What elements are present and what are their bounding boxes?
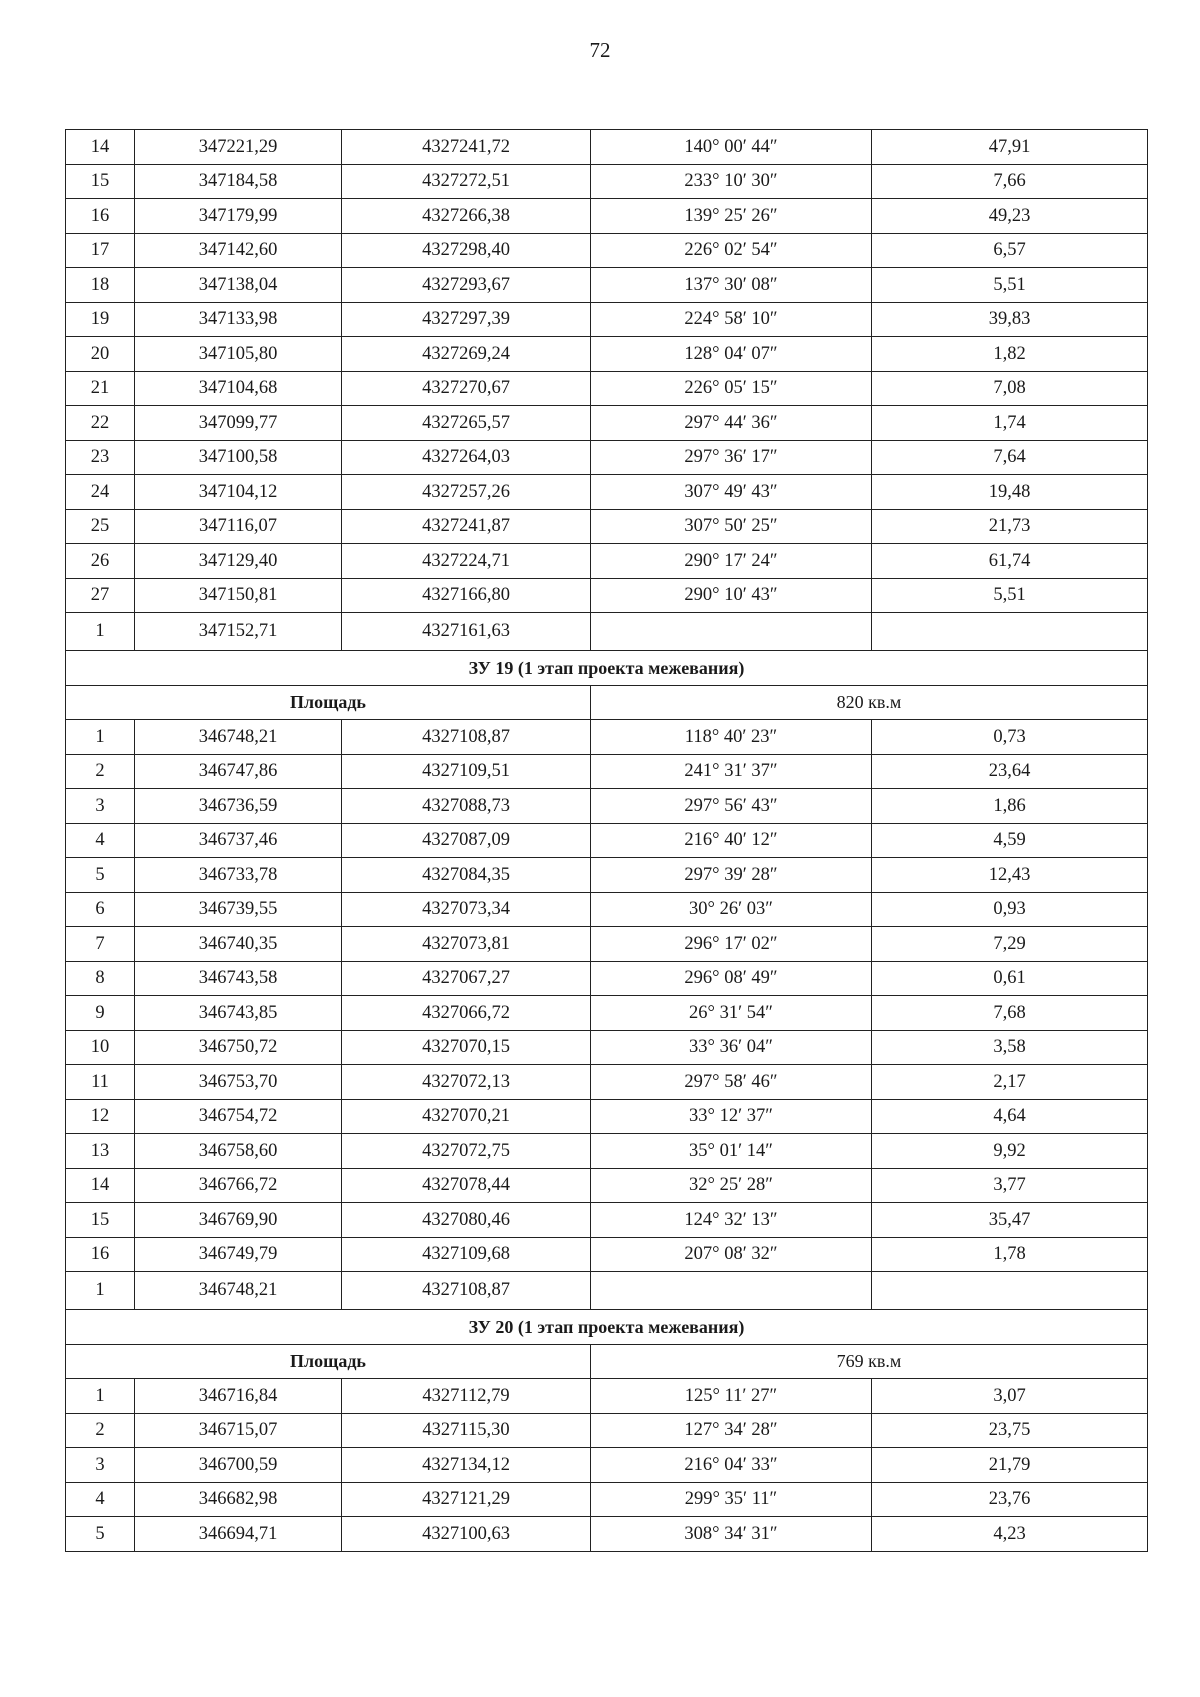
y-coordinate-cell: 4327293,67 xyxy=(342,268,591,303)
direction-angle-cell: 297° 56′ 43″ xyxy=(591,789,872,824)
y-coordinate-cell: 4327109,68 xyxy=(342,1237,591,1272)
table-row xyxy=(66,509,1148,544)
x-coordinate-cell: 347152,71 xyxy=(135,613,342,651)
distance-cell: 12,43 xyxy=(872,858,1148,893)
area-value: 820 кв.м xyxy=(591,685,1148,720)
section-header-row xyxy=(66,651,1148,686)
direction-angle-cell: 296° 17′ 02″ xyxy=(591,927,872,962)
direction-angle-cell: 296° 08′ 49″ xyxy=(591,961,872,996)
table-row xyxy=(66,1379,1148,1414)
x-coordinate-cell: 346736,59 xyxy=(135,789,342,824)
table-row xyxy=(66,440,1148,475)
y-coordinate-cell: 4327297,39 xyxy=(342,302,591,337)
distance-cell: 47,91 xyxy=(872,130,1148,165)
table-row xyxy=(66,475,1148,510)
distance-cell: 7,08 xyxy=(872,371,1148,406)
point-number-cell: 16 xyxy=(66,199,135,234)
y-coordinate-cell: 4327072,75 xyxy=(342,1134,591,1169)
table-row xyxy=(66,1448,1148,1483)
point-number-cell: 23 xyxy=(66,440,135,475)
y-coordinate-cell: 4327224,71 xyxy=(342,544,591,579)
direction-angle-cell: 140° 00′ 44″ xyxy=(591,130,872,165)
direction-angle-cell: 33° 36′ 04″ xyxy=(591,1030,872,1065)
direction-angle-cell: 125° 11′ 27″ xyxy=(591,1379,872,1414)
point-number-cell: 14 xyxy=(66,1168,135,1203)
area-label: Площадь xyxy=(66,685,591,720)
point-number-cell: 1 xyxy=(66,720,135,755)
y-coordinate-cell: 4327241,72 xyxy=(342,130,591,165)
x-coordinate-cell: 347138,04 xyxy=(135,268,342,303)
table-row xyxy=(66,1168,1148,1203)
y-coordinate-cell: 4327087,09 xyxy=(342,823,591,858)
x-coordinate-cell: 347099,77 xyxy=(135,406,342,441)
x-coordinate-cell: 346733,78 xyxy=(135,858,342,893)
point-number-cell: 1 xyxy=(66,1272,135,1310)
x-coordinate-cell: 347179,99 xyxy=(135,199,342,234)
distance-cell: 2,17 xyxy=(872,1065,1148,1100)
direction-angle-cell: 139° 25′ 26″ xyxy=(591,199,872,234)
point-number-cell: 25 xyxy=(66,509,135,544)
distance-cell: 9,92 xyxy=(872,1134,1148,1169)
direction-angle-cell: 299° 35′ 11″ xyxy=(591,1482,872,1517)
point-number-cell: 12 xyxy=(66,1099,135,1134)
y-coordinate-cell: 4327298,40 xyxy=(342,233,591,268)
x-coordinate-cell: 346758,60 xyxy=(135,1134,342,1169)
area-row xyxy=(66,1344,1148,1379)
point-number-cell: 21 xyxy=(66,371,135,406)
distance-cell: 21,79 xyxy=(872,1448,1148,1483)
y-coordinate-cell: 4327080,46 xyxy=(342,1203,591,1238)
distance-cell: 4,23 xyxy=(872,1517,1148,1552)
point-number-cell: 2 xyxy=(66,1413,135,1448)
point-number-cell: 4 xyxy=(66,1482,135,1517)
distance-cell: 1,82 xyxy=(872,337,1148,372)
point-number-cell: 6 xyxy=(66,892,135,927)
y-coordinate-cell: 4327121,29 xyxy=(342,1482,591,1517)
direction-angle-cell: 226° 02′ 54″ xyxy=(591,233,872,268)
distance-cell: 4,59 xyxy=(872,823,1148,858)
direction-angle-cell: 137° 30′ 08″ xyxy=(591,268,872,303)
table-row xyxy=(66,961,1148,996)
y-coordinate-cell: 4327115,30 xyxy=(342,1413,591,1448)
x-coordinate-cell: 346766,72 xyxy=(135,1168,342,1203)
distance-cell: 7,68 xyxy=(872,996,1148,1031)
x-coordinate-cell: 346743,85 xyxy=(135,996,342,1031)
area-label: Площадь xyxy=(66,1344,591,1379)
point-number-cell: 24 xyxy=(66,475,135,510)
point-number-cell: 11 xyxy=(66,1065,135,1100)
direction-angle-cell: 226° 05′ 15″ xyxy=(591,371,872,406)
distance-cell xyxy=(872,1272,1148,1310)
x-coordinate-cell: 347150,81 xyxy=(135,578,342,613)
direction-angle-cell: 290° 17′ 24″ xyxy=(591,544,872,579)
y-coordinate-cell: 4327109,51 xyxy=(342,754,591,789)
distance-cell: 0,73 xyxy=(872,720,1148,755)
y-coordinate-cell: 4327270,67 xyxy=(342,371,591,406)
x-coordinate-cell: 346715,07 xyxy=(135,1413,342,1448)
table-row xyxy=(66,996,1148,1031)
point-number-cell: 5 xyxy=(66,858,135,893)
table-row xyxy=(66,544,1148,579)
table-row xyxy=(66,754,1148,789)
y-coordinate-cell: 4327257,26 xyxy=(342,475,591,510)
table-row xyxy=(66,720,1148,755)
table-row xyxy=(66,130,1148,165)
x-coordinate-cell: 346754,72 xyxy=(135,1099,342,1134)
table-row xyxy=(66,1272,1148,1310)
x-coordinate-cell: 346748,21 xyxy=(135,1272,342,1310)
distance-cell: 6,57 xyxy=(872,233,1148,268)
y-coordinate-cell: 4327070,21 xyxy=(342,1099,591,1134)
distance-cell: 7,64 xyxy=(872,440,1148,475)
distance-cell: 0,93 xyxy=(872,892,1148,927)
point-number-cell: 3 xyxy=(66,1448,135,1483)
point-number-cell: 17 xyxy=(66,233,135,268)
x-coordinate-cell: 346737,46 xyxy=(135,823,342,858)
x-coordinate-cell: 346716,84 xyxy=(135,1379,342,1414)
point-number-cell: 16 xyxy=(66,1237,135,1272)
section-title: ЗУ 19 (1 этап проекта межевания) xyxy=(66,651,1148,686)
distance-cell xyxy=(872,613,1148,651)
y-coordinate-cell: 4327272,51 xyxy=(342,164,591,199)
table-row xyxy=(66,823,1148,858)
point-number-cell: 5 xyxy=(66,1517,135,1552)
point-number-cell: 1 xyxy=(66,613,135,651)
direction-angle-cell: 216° 04′ 33″ xyxy=(591,1448,872,1483)
x-coordinate-cell: 347184,58 xyxy=(135,164,342,199)
direction-angle-cell: 124° 32′ 13″ xyxy=(591,1203,872,1238)
point-number-cell: 10 xyxy=(66,1030,135,1065)
table-row xyxy=(66,1099,1148,1134)
table-row xyxy=(66,613,1148,651)
point-number-cell: 22 xyxy=(66,406,135,441)
x-coordinate-cell: 346747,86 xyxy=(135,754,342,789)
x-coordinate-cell: 346740,35 xyxy=(135,927,342,962)
point-number-cell: 13 xyxy=(66,1134,135,1169)
y-coordinate-cell: 4327265,57 xyxy=(342,406,591,441)
direction-angle-cell: 224° 58′ 10″ xyxy=(591,302,872,337)
distance-cell: 4,64 xyxy=(872,1099,1148,1134)
point-number-cell: 1 xyxy=(66,1379,135,1414)
x-coordinate-cell: 347104,12 xyxy=(135,475,342,510)
point-number-cell: 20 xyxy=(66,337,135,372)
direction-angle-cell: 35° 01′ 14″ xyxy=(591,1134,872,1169)
table-row xyxy=(66,164,1148,199)
point-number-cell: 15 xyxy=(66,164,135,199)
y-coordinate-cell: 4327112,79 xyxy=(342,1379,591,1414)
direction-angle-cell: 26° 31′ 54″ xyxy=(591,996,872,1031)
x-coordinate-cell: 346743,58 xyxy=(135,961,342,996)
direction-angle-cell: 32° 25′ 28″ xyxy=(591,1168,872,1203)
direction-angle-cell xyxy=(591,613,872,651)
direction-angle-cell: 207° 08′ 32″ xyxy=(591,1237,872,1272)
x-coordinate-cell: 347105,80 xyxy=(135,337,342,372)
point-number-cell: 4 xyxy=(66,823,135,858)
table-row xyxy=(66,858,1148,893)
point-number-cell: 9 xyxy=(66,996,135,1031)
direction-angle-cell: 290° 10′ 43″ xyxy=(591,578,872,613)
y-coordinate-cell: 4327066,72 xyxy=(342,996,591,1031)
distance-cell: 49,23 xyxy=(872,199,1148,234)
y-coordinate-cell: 4327088,73 xyxy=(342,789,591,824)
distance-cell: 5,51 xyxy=(872,268,1148,303)
y-coordinate-cell: 4327100,63 xyxy=(342,1517,591,1552)
y-coordinate-cell: 4327134,12 xyxy=(342,1448,591,1483)
point-number-cell: 15 xyxy=(66,1203,135,1238)
direction-angle-cell: 241° 31′ 37″ xyxy=(591,754,872,789)
area-row xyxy=(66,685,1148,720)
direction-angle-cell: 307° 50′ 25″ xyxy=(591,509,872,544)
direction-angle-cell: 297° 36′ 17″ xyxy=(591,440,872,475)
table-row xyxy=(66,1482,1148,1517)
y-coordinate-cell: 4327070,15 xyxy=(342,1030,591,1065)
direction-angle-cell: 297° 58′ 46″ xyxy=(591,1065,872,1100)
direction-angle-cell: 30° 26′ 03″ xyxy=(591,892,872,927)
table-row xyxy=(66,337,1148,372)
table-row xyxy=(66,789,1148,824)
distance-cell: 3,58 xyxy=(872,1030,1148,1065)
distance-cell: 7,29 xyxy=(872,927,1148,962)
point-number-cell: 19 xyxy=(66,302,135,337)
y-coordinate-cell: 4327241,87 xyxy=(342,509,591,544)
distance-cell: 23,64 xyxy=(872,754,1148,789)
table-row xyxy=(66,406,1148,441)
coordinates-table-body xyxy=(66,130,1148,1552)
table-row xyxy=(66,1134,1148,1169)
table-row xyxy=(66,1203,1148,1238)
x-coordinate-cell: 347133,98 xyxy=(135,302,342,337)
y-coordinate-cell: 4327161,63 xyxy=(342,613,591,651)
direction-angle-cell: 127° 34′ 28″ xyxy=(591,1413,872,1448)
y-coordinate-cell: 4327078,44 xyxy=(342,1168,591,1203)
x-coordinate-cell: 346739,55 xyxy=(135,892,342,927)
table-row xyxy=(66,1413,1148,1448)
direction-angle-cell: 307° 49′ 43″ xyxy=(591,475,872,510)
x-coordinate-cell: 346682,98 xyxy=(135,1482,342,1517)
point-number-cell: 26 xyxy=(66,544,135,579)
x-coordinate-cell: 347142,60 xyxy=(135,233,342,268)
y-coordinate-cell: 4327108,87 xyxy=(342,1272,591,1310)
y-coordinate-cell: 4327166,80 xyxy=(342,578,591,613)
direction-angle-cell: 118° 40′ 23″ xyxy=(591,720,872,755)
point-number-cell: 14 xyxy=(66,130,135,165)
table-row xyxy=(66,233,1148,268)
distance-cell: 23,76 xyxy=(872,1482,1148,1517)
direction-angle-cell: 128° 04′ 07″ xyxy=(591,337,872,372)
x-coordinate-cell: 346749,79 xyxy=(135,1237,342,1272)
table-row xyxy=(66,1237,1148,1272)
x-coordinate-cell: 346750,72 xyxy=(135,1030,342,1065)
direction-angle-cell: 297° 39′ 28″ xyxy=(591,858,872,893)
distance-cell: 0,61 xyxy=(872,961,1148,996)
page-number: 72 xyxy=(589,38,611,62)
table-row xyxy=(66,892,1148,927)
x-coordinate-cell: 346769,90 xyxy=(135,1203,342,1238)
table-row xyxy=(66,1065,1148,1100)
distance-cell: 21,73 xyxy=(872,509,1148,544)
x-coordinate-cell: 346748,21 xyxy=(135,720,342,755)
distance-cell: 19,48 xyxy=(872,475,1148,510)
direction-angle-cell xyxy=(591,1272,872,1310)
x-coordinate-cell: 346700,59 xyxy=(135,1448,342,1483)
x-coordinate-cell: 347221,29 xyxy=(135,130,342,165)
distance-cell: 61,74 xyxy=(872,544,1148,579)
distance-cell: 1,74 xyxy=(872,406,1148,441)
y-coordinate-cell: 4327067,27 xyxy=(342,961,591,996)
distance-cell: 1,86 xyxy=(872,789,1148,824)
y-coordinate-cell: 4327266,38 xyxy=(342,199,591,234)
point-number-cell: 18 xyxy=(66,268,135,303)
y-coordinate-cell: 4327073,34 xyxy=(342,892,591,927)
table-row xyxy=(66,1030,1148,1065)
table-row xyxy=(66,578,1148,613)
distance-cell: 1,78 xyxy=(872,1237,1148,1272)
table-row xyxy=(66,268,1148,303)
x-coordinate-cell: 347100,58 xyxy=(135,440,342,475)
point-number-cell: 27 xyxy=(66,578,135,613)
x-coordinate-cell: 347104,68 xyxy=(135,371,342,406)
y-coordinate-cell: 4327264,03 xyxy=(342,440,591,475)
distance-cell: 39,83 xyxy=(872,302,1148,337)
x-coordinate-cell: 346694,71 xyxy=(135,1517,342,1552)
distance-cell: 23,75 xyxy=(872,1413,1148,1448)
table-row xyxy=(66,1517,1148,1552)
distance-cell: 7,66 xyxy=(872,164,1148,199)
direction-angle-cell: 33° 12′ 37″ xyxy=(591,1099,872,1134)
table-row xyxy=(66,371,1148,406)
table-row xyxy=(66,302,1148,337)
section-header-row xyxy=(66,1310,1148,1345)
direction-angle-cell: 297° 44′ 36″ xyxy=(591,406,872,441)
distance-cell: 3,07 xyxy=(872,1379,1148,1414)
coordinates-table xyxy=(65,129,1148,1552)
direction-angle-cell: 308° 34′ 31″ xyxy=(591,1517,872,1552)
area-value: 769 кв.м xyxy=(591,1344,1148,1379)
point-number-cell: 8 xyxy=(66,961,135,996)
y-coordinate-cell: 4327269,24 xyxy=(342,337,591,372)
table-row xyxy=(66,927,1148,962)
distance-cell: 5,51 xyxy=(872,578,1148,613)
x-coordinate-cell: 346753,70 xyxy=(135,1065,342,1100)
section-title: ЗУ 20 (1 этап проекта межевания) xyxy=(66,1310,1148,1345)
y-coordinate-cell: 4327073,81 xyxy=(342,927,591,962)
distance-cell: 35,47 xyxy=(872,1203,1148,1238)
table-row xyxy=(66,199,1148,234)
distance-cell: 3,77 xyxy=(872,1168,1148,1203)
direction-angle-cell: 233° 10′ 30″ xyxy=(591,164,872,199)
y-coordinate-cell: 4327084,35 xyxy=(342,858,591,893)
point-number-cell: 3 xyxy=(66,789,135,824)
direction-angle-cell: 216° 40′ 12″ xyxy=(591,823,872,858)
x-coordinate-cell: 347116,07 xyxy=(135,509,342,544)
point-number-cell: 7 xyxy=(66,927,135,962)
x-coordinate-cell: 347129,40 xyxy=(135,544,342,579)
y-coordinate-cell: 4327108,87 xyxy=(342,720,591,755)
point-number-cell: 2 xyxy=(66,754,135,789)
y-coordinate-cell: 4327072,13 xyxy=(342,1065,591,1100)
